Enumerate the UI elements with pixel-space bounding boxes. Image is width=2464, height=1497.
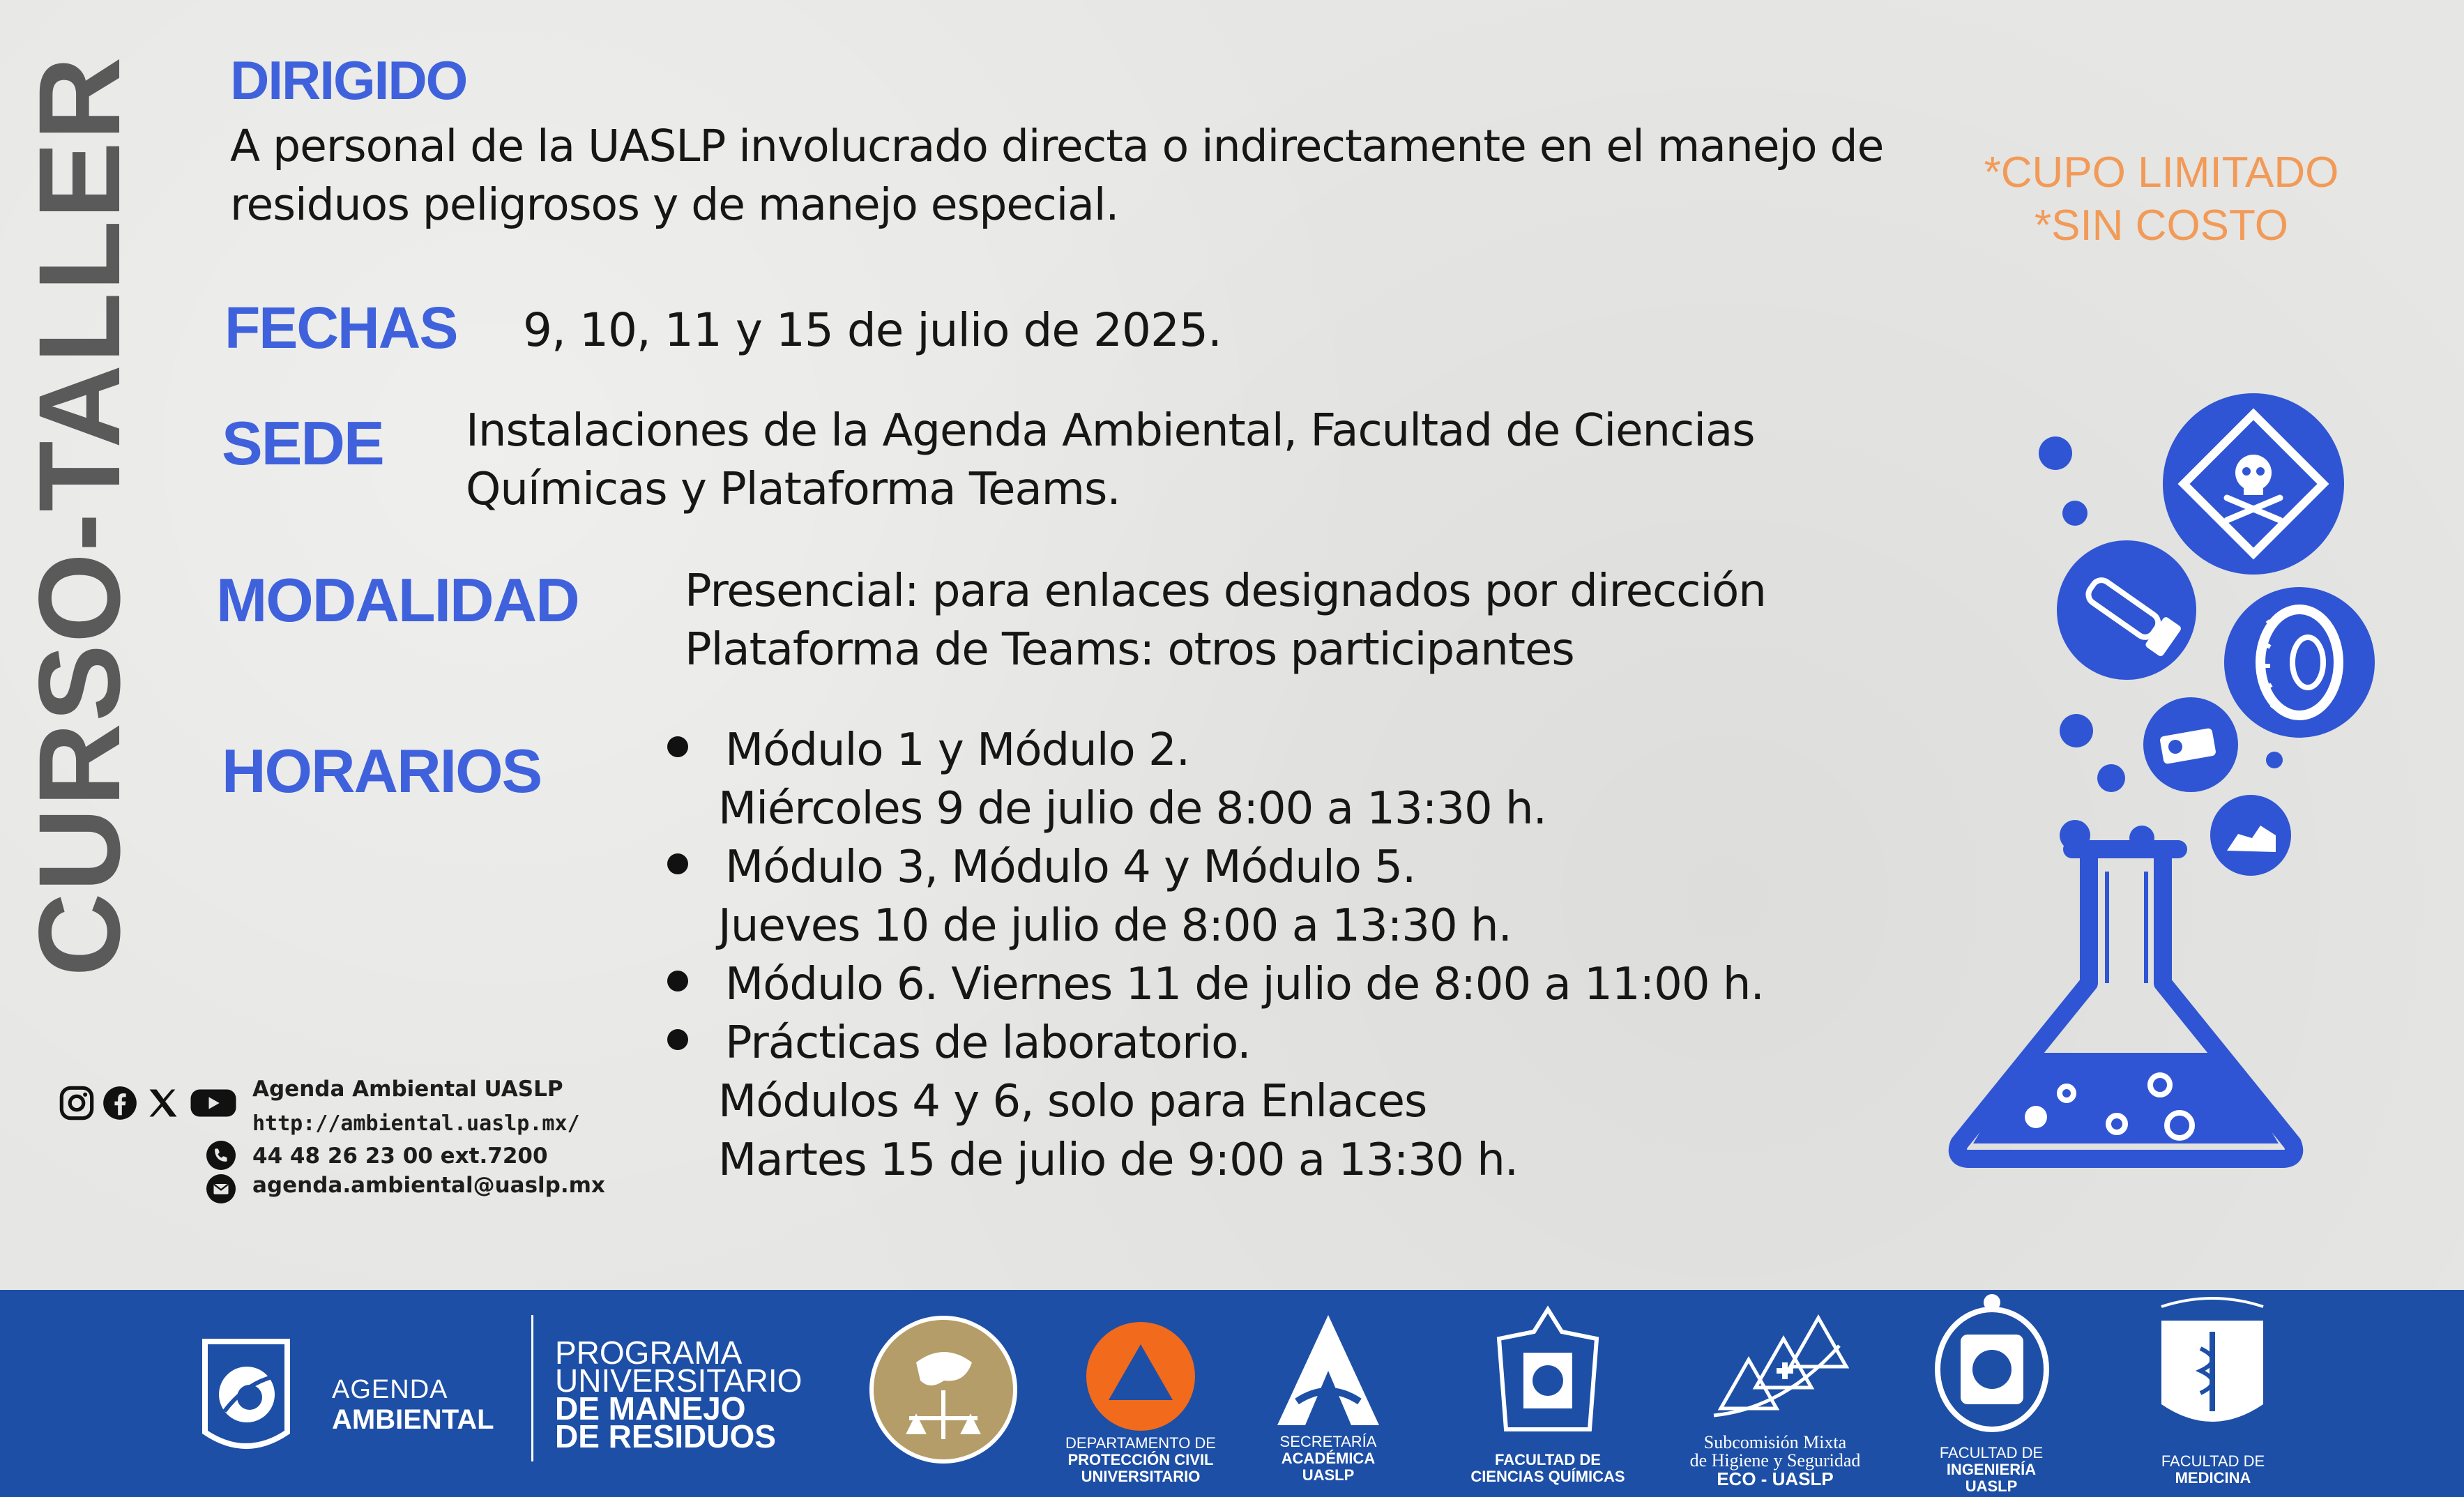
x-twitter-icon[interactable] <box>145 1085 181 1121</box>
tire-waste-icon <box>2224 587 2375 738</box>
bullet-icon <box>667 971 688 991</box>
lab-flask-illustration <box>1945 383 2378 1171</box>
subcomision-caption: Subcomisión Mixta de Higiene y Seguridad ECO - UASLP <box>1689 1432 1861 1489</box>
programa-line: DE RESIDUOS <box>555 1418 776 1454</box>
modalidad-line-1: Presencial: para enlaces designados por dirección <box>685 565 1766 617</box>
horario-item-line: Módulos 4 y 6, solo para Enlaces <box>718 1076 1427 1127</box>
bullet-icon <box>667 736 688 757</box>
course-type-title: CURSO-TALLER <box>15 55 144 977</box>
programa-title <box>555 1335 803 1454</box>
instagram-icon[interactable] <box>59 1085 95 1121</box>
dirigido-label: DIRIGIDO <box>230 50 467 111</box>
modalidad-text <box>685 562 1766 679</box>
agenda-ambiental-logo <box>197 1328 296 1460</box>
toxic-hazard-icon <box>2163 393 2344 575</box>
medicina-caption: FACULTAD DE MEDICINA <box>2161 1452 2265 1487</box>
horario-item-line: Martes 15 de julio de 9:00 a 13:30 h. <box>718 1134 1519 1186</box>
ciencias-quimicas-logo <box>1485 1304 1611 1443</box>
programa-line: UNIVERSITARIO <box>555 1362 803 1399</box>
youtube-icon[interactable] <box>188 1085 238 1121</box>
email-icon <box>206 1174 236 1203</box>
horarios-label: HORARIOS <box>222 736 542 805</box>
sin-costo-note: *SIN COSTO <box>2034 202 2289 250</box>
horario-item-title: Módulo 1 y Módulo 2. <box>725 724 1190 776</box>
vertical-title <box>15 49 144 983</box>
ciencias-quimicas-caption: FACULTAD DE CIENCIAS QUÍMICAS <box>1470 1451 1625 1485</box>
dirigido-text <box>230 117 1883 234</box>
cupo-limitado-note: *CUPO LIMITADO <box>1984 149 2339 197</box>
battery-waste-icon <box>2143 697 2238 792</box>
horario-item-line: Jueves 10 de julio de 8:00 a 13:30 h. <box>718 900 1512 952</box>
horario-item <box>718 1014 1764 1190</box>
programa-line: PROGRAMA <box>555 1335 743 1371</box>
flask-icon <box>1958 849 2295 1159</box>
contact-phone[interactable]: 44 48 26 23 00 ext.7200 <box>252 1143 548 1169</box>
sede-label: SEDE <box>222 409 383 478</box>
horario-item-title: Módulo 6. Viernes 11 de julio de 8:00 a 11:00 h. <box>725 959 1764 1010</box>
rocks-waste-icon <box>2210 795 2291 876</box>
facebook-icon[interactable] <box>102 1085 138 1121</box>
horarios-list <box>718 721 1764 1190</box>
uaslp-seal-logo <box>867 1314 1019 1466</box>
agenda-line-1: AGENDA <box>332 1375 448 1404</box>
fechas-label: FECHAS <box>225 295 457 360</box>
bullet-icon <box>667 1029 688 1050</box>
agenda-line-2: AMBIENTAL <box>332 1404 494 1435</box>
subcomision-higiene-logo <box>1700 1304 1849 1422</box>
horario-item-title: Módulo 3, Módulo 4 y Módulo 5. <box>725 842 1416 893</box>
contact-url[interactable]: http://ambiental.uaslp.mx/ <box>252 1111 580 1136</box>
secretaria-academica-caption: SECRETARÍA ACADÉMICA UASLP <box>1279 1433 1377 1484</box>
ingenieria-logo <box>1933 1293 2051 1432</box>
horario-item-title: Prácticas de laboratorio. <box>725 1017 1251 1069</box>
phone-icon <box>206 1141 236 1170</box>
sede-line-2: Químicas y Plataforma Teams. <box>466 464 1120 515</box>
ingenieria-caption: FACULTAD DE INGENIERÍA UASLP <box>1939 1444 2044 1495</box>
modalidad-label: MODALIDAD <box>216 565 579 634</box>
contact-email[interactable]: agenda.ambiental@uaslp.mx <box>252 1173 605 1198</box>
sede-text <box>466 402 1755 519</box>
horario-item <box>718 721 1764 838</box>
proteccion-civil-logo <box>1085 1321 1196 1432</box>
sede-line-1: Instalaciones de la Agenda Ambiental, Facultad de Ciencias <box>466 405 1755 457</box>
programa-line: DE MANEJO <box>555 1390 746 1427</box>
fechas-value: 9, 10, 11 y 15 de julio de 2025. <box>523 303 1222 357</box>
bullet-icon <box>667 853 688 874</box>
secretaria-academica-logo <box>1269 1311 1387 1429</box>
footer-logos-bar <box>0 1290 2464 1497</box>
horario-item <box>725 955 1764 1014</box>
modalidad-line-2: Plataforma de Teams: otros participantes <box>685 624 1574 676</box>
horario-item <box>718 838 1764 955</box>
dirigido-line-2: residuos peligrosos y de manejo especial. <box>230 179 1119 230</box>
horario-item-line: Miércoles 9 de julio de 8:00 a 13:30 h. <box>718 783 1546 835</box>
medicina-logo <box>2154 1293 2270 1436</box>
dirigido-line-1: A personal de la UASLP involucrado directa o indirectamente en el manejo de <box>230 121 1884 172</box>
contact-name: Agenda Ambiental UASLP <box>252 1077 563 1102</box>
proteccion-civil-caption: DEPARTAMENTO DE PROTECCIÓN CIVIL UNIVERSITARIO <box>1065 1434 1216 1485</box>
lamp-waste-icon <box>2057 540 2196 680</box>
footer-divider <box>531 1315 533 1461</box>
